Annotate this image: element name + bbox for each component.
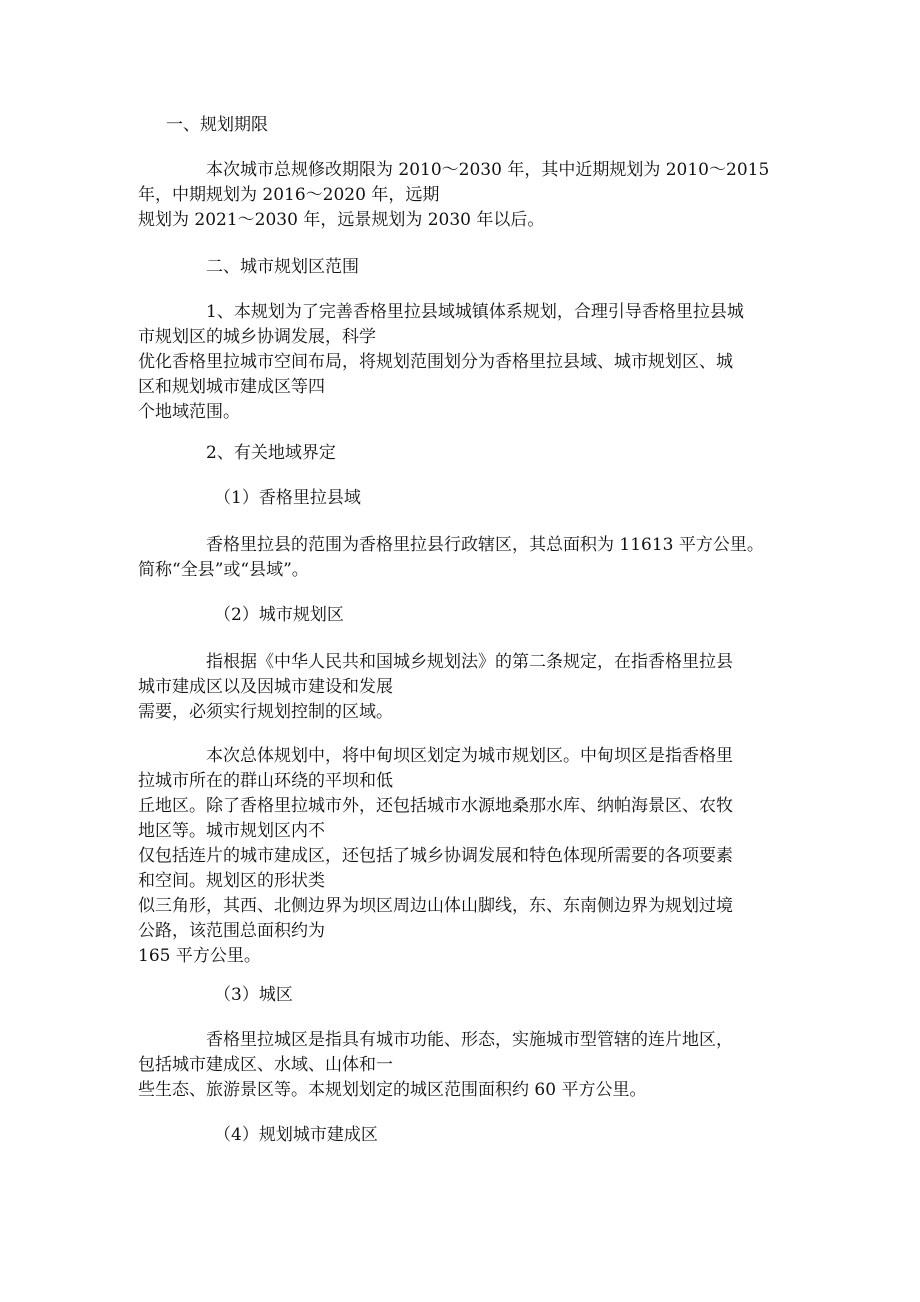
- paragraph-line: 拉城市所在的群山环绕的平坝和低: [138, 771, 393, 791]
- heading-planning-period: 一、规划期限: [166, 115, 268, 135]
- paragraph-line: 个地域范围。: [138, 402, 240, 422]
- paragraph-line: 仅包括连片的城市建成区，还包括了城乡协调发展和特色体现所需要的各项要素: [138, 846, 733, 866]
- paragraph-line: 规划为 2021～2030 年，远景规划为 2030 年以后。: [138, 210, 545, 230]
- paragraph-line: 城市建成区以及因城市建设和发展: [138, 677, 393, 697]
- paragraph-line: 市规划区的城乡协调发展，科学: [138, 327, 376, 347]
- paragraph-line: 优化香格里拉城市空间布局，将规划范围划分为香格里拉县域、城市规划区、城: [138, 352, 733, 372]
- paragraph-line: 丘地区。除了香格里拉城市外，还包括城市水源地桑那水库、纳帕海景区、农牧: [138, 796, 733, 816]
- paragraph-line: 本次城市总规修改期限为 2010～2030 年，其中近期规划为 2010～2015: [206, 160, 770, 180]
- paragraph-line: 1、本规划为了完善香格里拉县域城镇体系规划，合理引导香格里拉县城: [206, 302, 744, 322]
- paragraph-line: 香格里拉县的范围为香格里拉县行政辖区，其总面积为 11613 平方公里。: [206, 535, 764, 555]
- paragraph-line: 简称“全县”或“县域”。: [138, 560, 309, 580]
- subheading-urban-district: （3）城区: [214, 985, 293, 1005]
- paragraph-line: 165 平方公里。: [138, 946, 261, 966]
- paragraph-line: 公路，该范围总面积约为: [138, 921, 325, 941]
- paragraph-line: 年，中期规划为 2016～2020 年，远期: [138, 185, 440, 205]
- paragraph-line: 地区等。城市规划区内不: [138, 821, 325, 841]
- paragraph-line: 本次总体规划中，将中甸坝区划定为城市规划区。中甸坝区是指香格里: [206, 746, 733, 766]
- subheading-county: （1）香格里拉县域: [214, 488, 361, 508]
- paragraph-line: 些生态、旅游景区等。本规划划定的城区范围面积约 60 平方公里。: [138, 1080, 647, 1100]
- paragraph-line: 指根据《中华人民共和国城乡规划法》的第二条规定，在指香格里拉县: [206, 652, 733, 672]
- subheading-built-up-area: （4）规划城市建成区: [214, 1125, 378, 1145]
- heading-area-definition: 2、有关地域界定: [206, 443, 336, 463]
- paragraph-line: 似三角形，其西、北侧边界为坝区周边山体山脚线，东、东南侧边界为规划过境: [138, 896, 733, 916]
- subheading-city-planning-area: （2）城市规划区: [214, 605, 344, 625]
- heading-planning-area: 二、城市规划区范围: [206, 257, 359, 277]
- paragraph-line: 和空间。规划区的形状类: [138, 871, 325, 891]
- paragraph-line: 包括城市建成区、水域、山体和一: [138, 1055, 393, 1075]
- paragraph-line: 区和规划城市建成区等四: [138, 377, 325, 397]
- paragraph-line: 需要，必须实行规划控制的区域。: [138, 702, 393, 722]
- paragraph-line: 香格里拉城区是指具有城市功能、形态，实施城市型管辖的连片地区，: [206, 1030, 733, 1050]
